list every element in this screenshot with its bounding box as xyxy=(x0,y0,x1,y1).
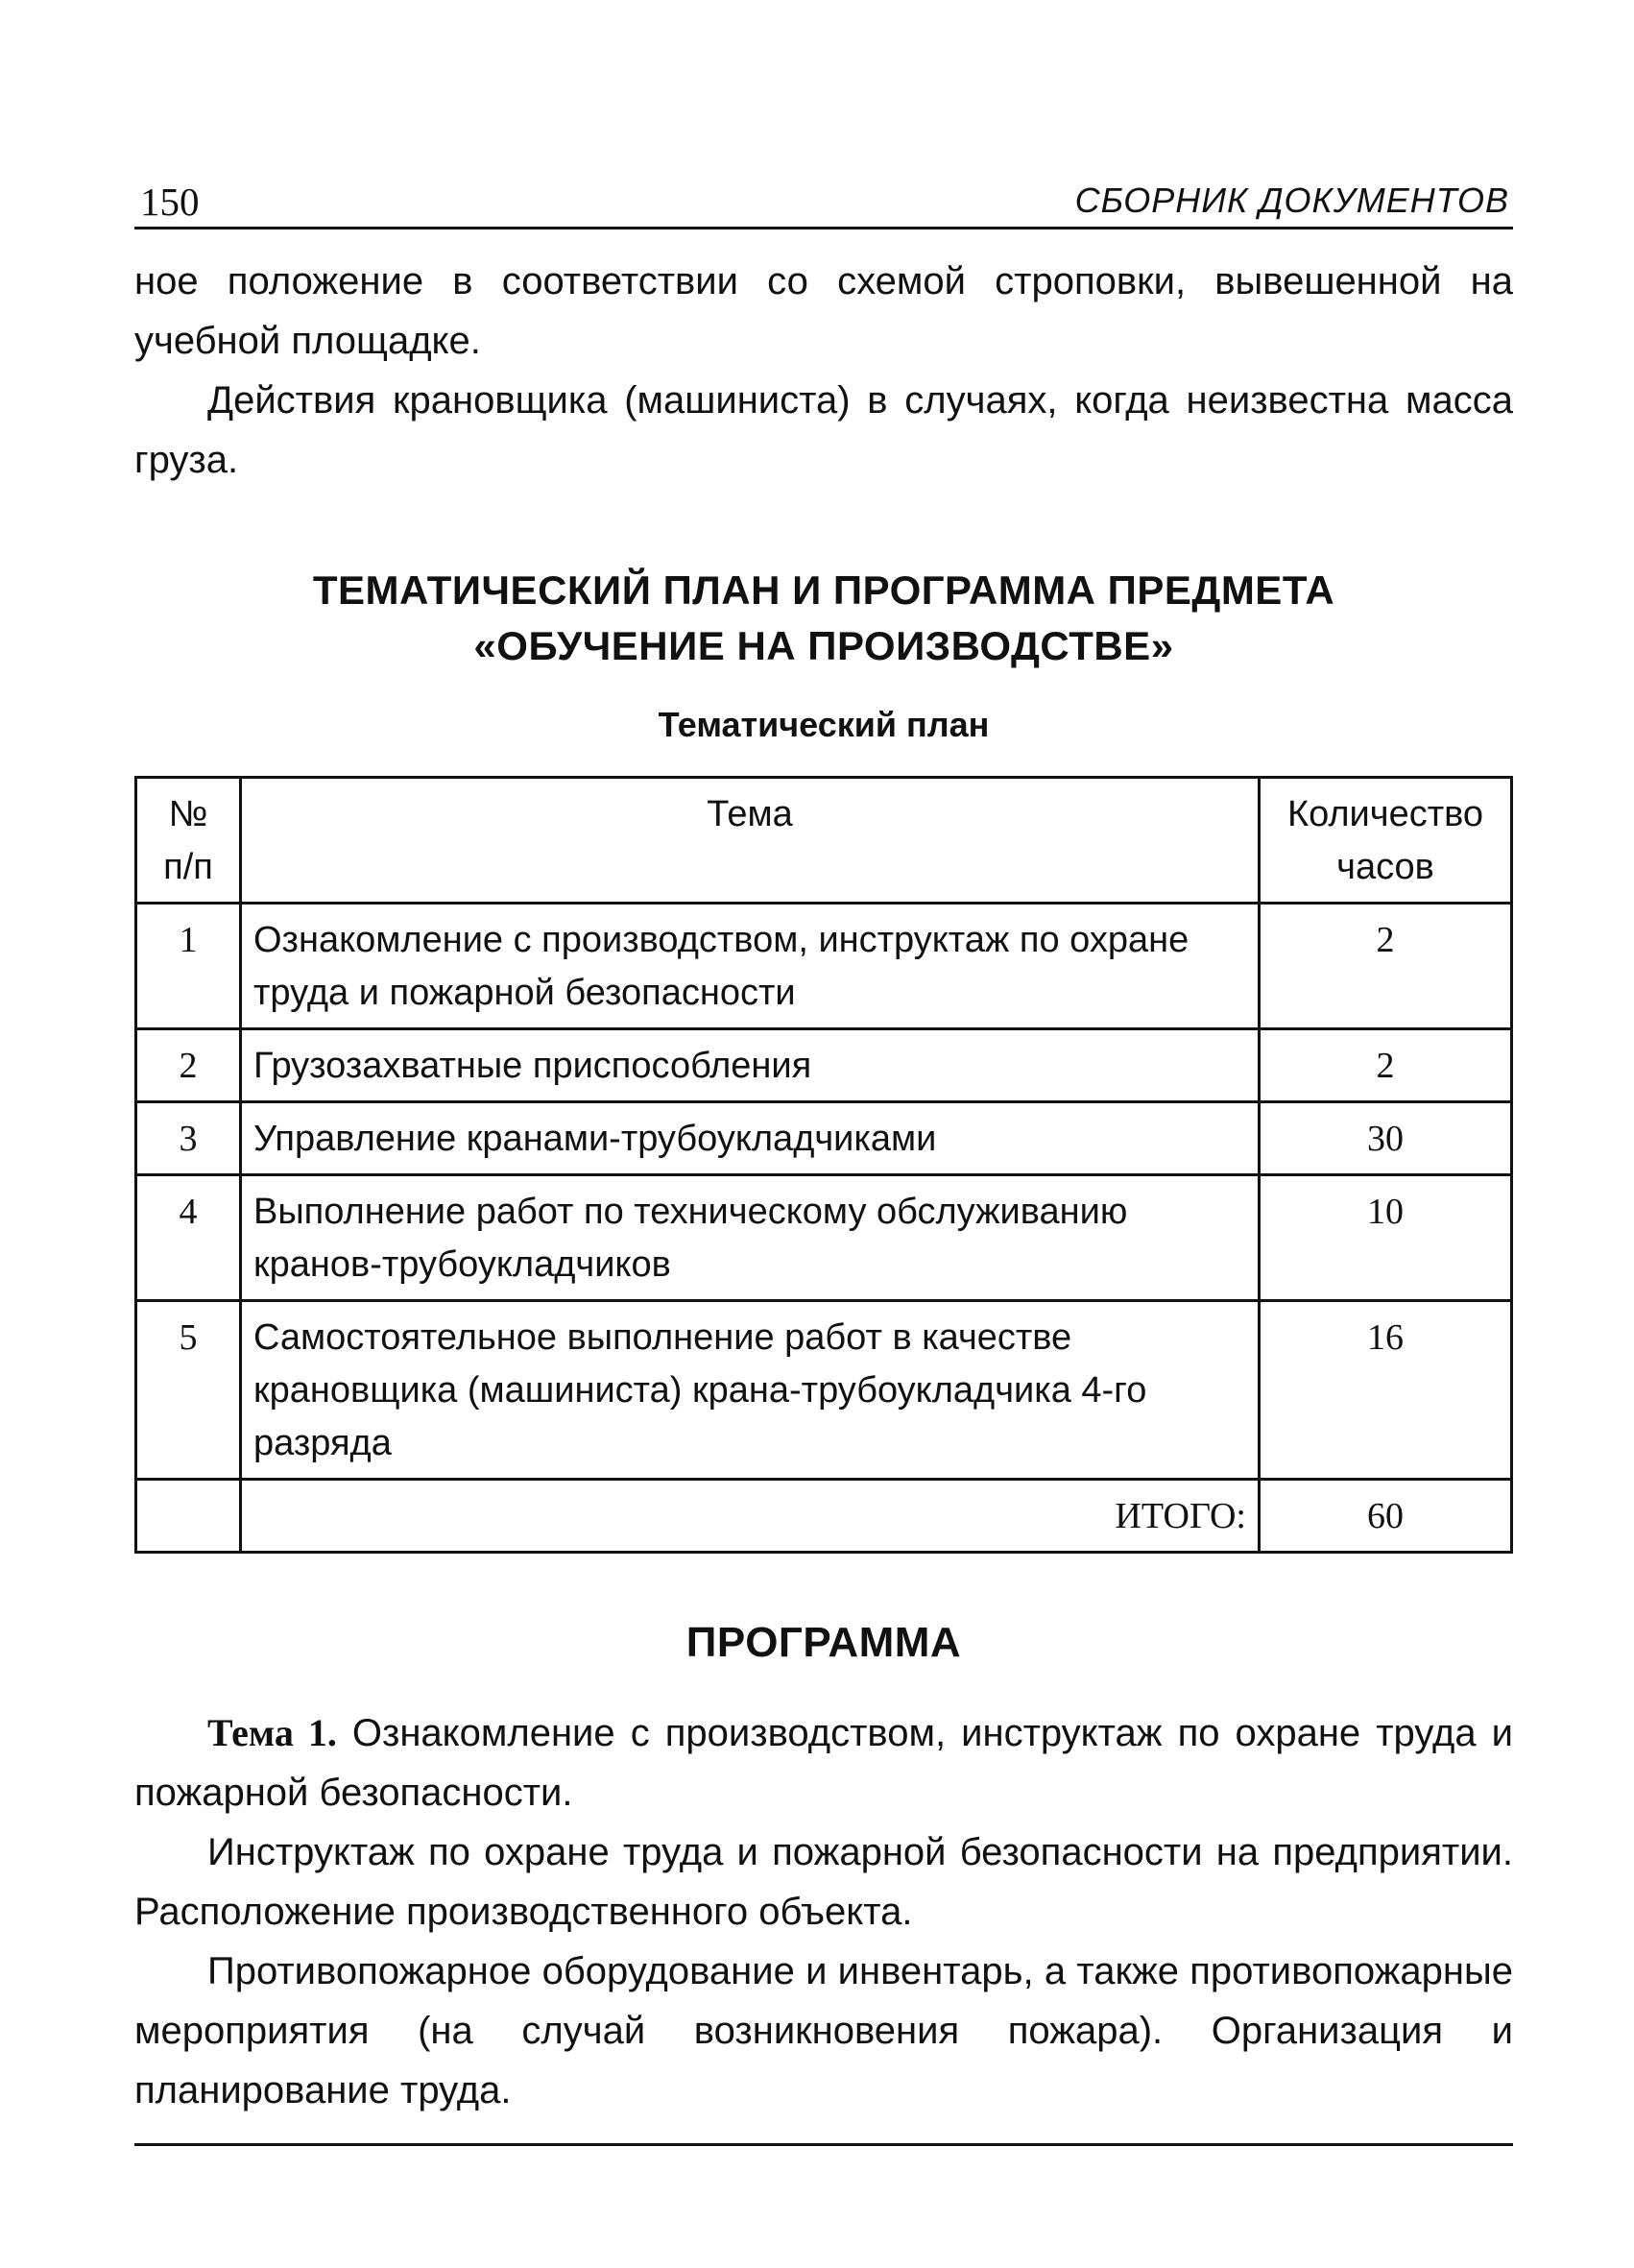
row-num: 3 xyxy=(136,1102,241,1175)
row-hours: 30 xyxy=(1260,1102,1512,1175)
program-paragraph-1 xyxy=(134,1703,1513,1822)
topic-1-text: Ознакомление с производством, инструктаж по охране труда и пожарной безопасности. xyxy=(134,1712,1513,1814)
row-hours: 16 xyxy=(1260,1301,1512,1480)
table-row xyxy=(136,1301,1512,1480)
table-total-row xyxy=(136,1480,1512,1553)
program-text xyxy=(134,1703,1513,2120)
row-topic: Грузозахватные приспособления xyxy=(241,1029,1260,1102)
table-row xyxy=(136,904,1512,1029)
page-number: 150 xyxy=(140,180,200,224)
section-title xyxy=(134,563,1513,674)
row-hours: 2 xyxy=(1260,1029,1512,1102)
running-title: СБОРНИК ДОКУМЕНТОВ xyxy=(1074,181,1509,220)
total-label: ИТОГО: xyxy=(241,1480,1260,1553)
intro-text xyxy=(134,252,1513,490)
table-row xyxy=(136,1175,1512,1301)
program-paragraph-3: Противопожарное оборудование и инвентарь, а также противопожарные мероприятия (на случай возникновения пожара). Организация и планирование труда. xyxy=(134,1950,1513,2111)
table-row xyxy=(136,1102,1512,1175)
row-topic: Управление кранами-трубоукладчиками xyxy=(241,1102,1260,1175)
header-num: № п/п xyxy=(136,778,241,904)
row-topic: Выполнение работ по техническому обслуживанию кранов-трубоукладчиков xyxy=(241,1175,1260,1301)
row-num: 4 xyxy=(136,1175,241,1301)
section-title-line-1: ТЕМАТИЧЕСКИЙ ПЛАН И ПРОГРАММА ПРЕДМЕТА xyxy=(312,567,1335,613)
row-num: 2 xyxy=(136,1029,241,1102)
row-num: 1 xyxy=(136,904,241,1029)
header-topic: Тема xyxy=(241,778,1260,904)
row-num: 5 xyxy=(136,1301,241,1480)
table-header-row xyxy=(136,778,1512,904)
program-paragraph-2: Инструктаж по охране труда и пожарной безопасности на предприятии. Расположение производственного объекта. xyxy=(134,1831,1513,1933)
row-hours: 2 xyxy=(1260,904,1512,1029)
page-header xyxy=(134,179,1513,229)
thematic-plan-table xyxy=(134,776,1513,1554)
section-title-line-2: «ОБУЧЕНИЕ НА ПРОИЗВОДСТВЕ» xyxy=(473,623,1174,668)
total-value: 60 xyxy=(1260,1480,1512,1553)
row-hours: 10 xyxy=(1260,1175,1512,1301)
header-hours: Количество часов xyxy=(1260,778,1512,904)
intro-paragraph-2: Действия крановщика (машиниста) в случаях, когда неизвестна масса груза. xyxy=(134,379,1513,481)
table-row xyxy=(136,1029,1512,1102)
program-title: ПРОГРАММА xyxy=(685,1619,962,1666)
plan-subtitle: Тематический план xyxy=(658,705,990,744)
row-topic: Ознакомление с производством, инструктаж по охране труда и пожарной безопасности xyxy=(241,904,1260,1029)
row-topic: Самостоятельное выполнение работ в качестве крановщика (машиниста) крана-трубоукладчика 4-го разряда xyxy=(241,1301,1260,1480)
topic-1-label: Тема 1. xyxy=(207,1711,337,1754)
total-empty-cell xyxy=(136,1480,241,1553)
intro-paragraph-1: ное положение в соответствии со схемой строповки, вывешенной на учебной площадке. xyxy=(134,260,1513,362)
footer-rule xyxy=(134,2143,1513,2146)
